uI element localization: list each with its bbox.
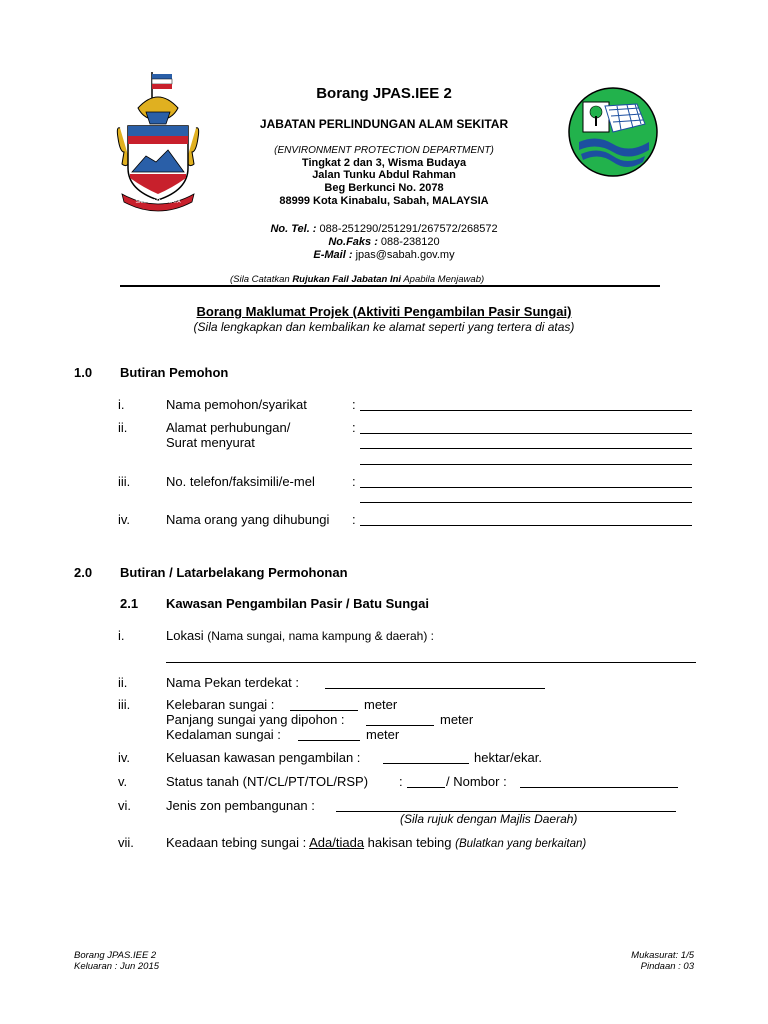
extraction-area-label: Keluasan kawasan pengambilan :	[166, 750, 361, 765]
header-divider	[120, 285, 660, 287]
item-number: iv.	[118, 512, 131, 527]
item-number: iii.	[118, 697, 131, 712]
river-depth-field[interactable]	[298, 740, 360, 741]
river-length-field[interactable]	[366, 725, 434, 726]
section-2-title: Butiran / Latarbelakang Permohonan	[120, 565, 348, 580]
nearest-town-field[interactable]	[325, 688, 545, 689]
extraction-area-field[interactable]	[383, 763, 469, 764]
email-value: jpas@sabah.gov.my	[355, 249, 455, 261]
item-number: ii.	[118, 675, 128, 690]
form-code-title: Borang JPAS.IEE 2	[316, 85, 452, 102]
contact-details-label: No. telefon/faksimili/e-mel	[166, 474, 315, 489]
contact-details-field-line-1[interactable]	[360, 487, 692, 488]
river-length-unit: meter	[440, 712, 474, 727]
land-status-field[interactable]	[407, 787, 445, 788]
section-1-number: 1.0	[74, 365, 93, 380]
applicant-name-label: Nama pemohon/syarikat	[166, 397, 307, 412]
address-field-line-3[interactable]	[360, 464, 692, 465]
item-number: iii.	[118, 474, 131, 489]
river-depth-label: Kedalaman sungai :	[166, 727, 281, 742]
department-name-english: (ENVIRONMENT PROTECTION DEPARTMENT)	[274, 145, 494, 156]
address-field-line-1[interactable]	[360, 433, 692, 434]
nearest-town-label: Nama Pekan terdekat :	[166, 675, 299, 690]
land-number-field[interactable]	[520, 787, 678, 788]
location-label: Lokasi (Nama sungai, nama kampung & daerah) :	[166, 628, 434, 643]
address-line-1: Tingkat 2 dan 3, Wisma Budaya	[301, 157, 467, 169]
item-number: v.	[118, 774, 128, 789]
address-line-3: Beg Berkunci No. 2078	[324, 182, 444, 194]
contact-details-field-line-2[interactable]	[360, 502, 692, 503]
email-label: E-Mail :	[313, 249, 353, 261]
footer-revision: Pindaan : 03	[640, 961, 694, 972]
colon: :	[399, 774, 403, 789]
fax-label: No.Faks :	[328, 236, 378, 248]
subsection-2-1-number: 2.1	[120, 596, 139, 611]
colon: :	[352, 397, 356, 412]
item-number: ii.	[118, 420, 128, 435]
applicant-name-field[interactable]	[360, 410, 692, 411]
footer-page-number: Mukasurat: 1/5	[631, 950, 694, 961]
colon: :	[352, 420, 356, 435]
item-number: vi.	[118, 798, 131, 813]
land-number-label: / Nombor :	[446, 774, 507, 789]
item-number: i.	[118, 397, 125, 412]
item-number: iv.	[118, 750, 131, 765]
address-field-line-2[interactable]	[360, 448, 692, 449]
colon: :	[352, 512, 356, 527]
svg-text:SABAH MAJU JAYA: SABAH MAJU JAYA	[135, 199, 181, 205]
footer-form-code: Borang JPAS.IEE 2	[74, 950, 157, 961]
address-line-2: Jalan Tunku Abdul Rahman	[312, 169, 456, 181]
section-2-number: 2.0	[74, 565, 93, 580]
email-line	[0, 249, 768, 261]
reference-note: (Sila Catatkan Rujukan Fail Jabatan Ini Apabila Menjawab)	[230, 274, 485, 285]
fax-line	[0, 236, 768, 248]
department-name: JABATAN PERLINDUNGAN ALAM SEKITAR	[259, 117, 509, 131]
form-subtitle: (Sila lengkapkan dan kembalikan ke alamat seperti yang tertera di atas)	[193, 320, 575, 334]
item-number: vii.	[118, 835, 134, 850]
development-zone-note: (Sila rujuk dengan Majlis Daerah)	[400, 812, 578, 826]
address-label: Alamat perhubungan/	[166, 420, 291, 435]
form-title: Borang Maklumat Projek (Aktiviti Pengambilan Pasir Sungai)	[196, 304, 572, 319]
telephone-label: No. Tel. :	[270, 223, 317, 235]
telephone-line	[0, 223, 768, 235]
river-depth-unit: meter	[366, 727, 400, 742]
riverbank-condition-label: Keadaan tebing sungai : Ada/tiada hakisan tebing (Bulatkan yang berkaitan)	[166, 835, 587, 850]
land-status-label: Status tanah (NT/CL/PT/TOL/RSP)	[166, 774, 369, 789]
contact-person-field[interactable]	[360, 525, 692, 526]
item-number: i.	[118, 628, 125, 643]
river-width-unit: meter	[364, 697, 398, 712]
footer-issue-date: Keluaran : Jun 2015	[74, 961, 160, 972]
subsection-2-1-title: Kawasan Pengambilan Pasir / Batu Sungai	[166, 596, 429, 611]
colon: :	[352, 474, 356, 489]
river-length-label: Panjang sungai yang dipohon :	[166, 712, 345, 727]
location-field[interactable]	[166, 662, 696, 663]
section-1-title: Butiran Pemohon	[120, 365, 229, 380]
contact-person-label: Nama orang yang dihubungi	[166, 512, 330, 527]
development-zone-label: Jenis zon pembangunan :	[166, 798, 315, 813]
river-width-field[interactable]	[290, 710, 358, 711]
telephone-value: 088-251290/251291/267572/268572	[319, 223, 498, 235]
fax-value: 088-238120	[380, 236, 440, 248]
extraction-area-unit: hektar/ekar.	[474, 750, 542, 765]
address-label-line-2: Surat menyurat	[166, 435, 255, 450]
address-line-4: 88999 Kota Kinabalu, Sabah, MALAYSIA	[279, 195, 489, 207]
erosion-option[interactable]: Ada/tiada	[309, 835, 365, 850]
river-width-label: Kelebaran sungai :	[166, 697, 275, 712]
